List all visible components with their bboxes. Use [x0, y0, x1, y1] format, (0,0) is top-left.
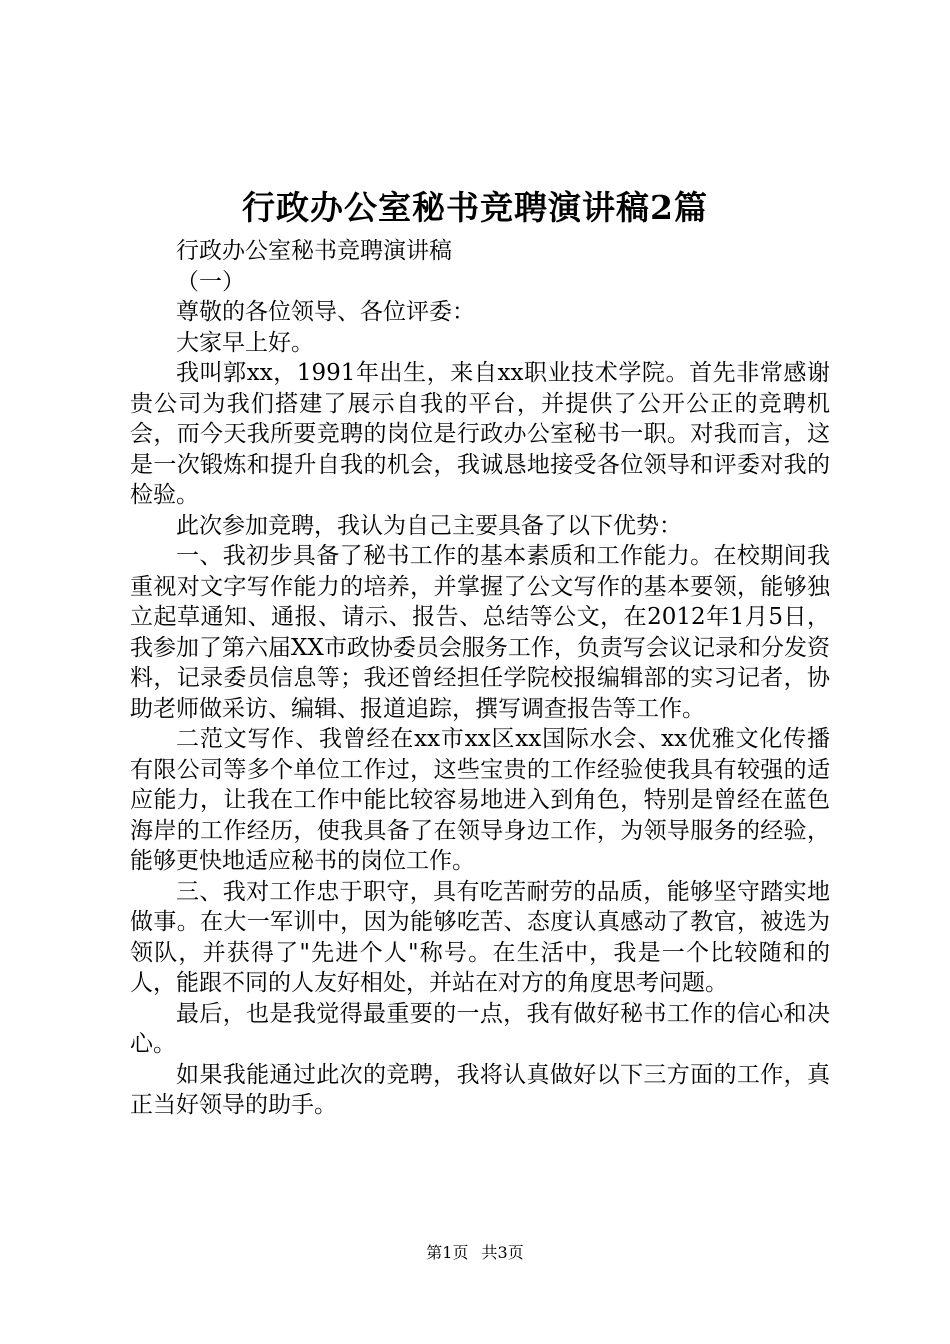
- paragraph: 一、我初步具备了秘书工作的基本素质和工作能力。在校期间我重视对文字写作能力的培养，并掌握了公文写作的基本要领，能够独立起草通知、通报、请示、报告、总结等公文，在2012年1月5日，我参加了第六届XX市政协委员会服务工作，负责写会议记录和分发资料，记录委员信息等；我还曾经担任学院校报编辑部的实习记者，协助老师做采访、编辑、报道追踪，撰写调查报告等工作。: [130, 543, 830, 722]
- paragraph: 此次参加竞聘，我认为自己主要具备了以下优势：: [176, 512, 682, 539]
- page-footer: [0, 1242, 950, 1264]
- paragraph: 如果我能通过此次的竞聘，我将认真做好以下三方面的工作，真正当好领导的助手。: [130, 1061, 830, 1118]
- document-body: [130, 236, 830, 1121]
- paragraph: 尊敬的各位领导、各位评委：: [176, 299, 475, 325]
- paragraph: 行政办公室秘书竞聘演讲稿: [176, 238, 452, 264]
- page-total: 共3页: [481, 1243, 524, 1262]
- page-number: 第1页: [426, 1243, 469, 1262]
- paragraph: 我叫郭xx，1991年出生，来自xx职业技术学院。首先非常感谢贵公司为我们搭建了展示自我的平台，并提供了公开公正的竞聘机会，而今天我所要竞聘的岗位是行政办公室秘书一职。对我而言，这是一次锻炼和提升自我的机会，我诚恳地接受各位领导和评委对我的检验。: [130, 360, 830, 508]
- paragraph: （一）: [176, 268, 245, 295]
- paragraph: 二范文写作、我曾经在xx市xx区xx国际水会、xx优雅文化传播有限公司等多个单位工作过，这些宝贵的工作经验使我具有较强的适应能力，让我在工作中能比较容易地进入到角色，特别是曾经在蓝色海岸的工作经历，使我具备了在领导身边工作，为领导服务的经验，能够更快地适应秘书的岗位工作。: [130, 726, 830, 874]
- document-title: 行政办公室秘书竞聘演讲稿2篇: [242, 188, 708, 227]
- paragraph: 三、我对工作忠于职守，具有吃苦耐劳的品质，能够坚守踏实地做事。在大一军训中，因为能够吃苦、态度认真感动了教官，被选为领队，并获得了"先进个人"称号。在生活中，我是一个比较随和的人，能跟不同的人友好相处，并站在对方的角度思考问题。: [130, 878, 830, 996]
- paragraph: 大家早上好。: [176, 329, 314, 356]
- paragraph: 最后，也是我觉得最重要的一点，我有做好秘书工作的信心和决心。: [130, 1000, 830, 1057]
